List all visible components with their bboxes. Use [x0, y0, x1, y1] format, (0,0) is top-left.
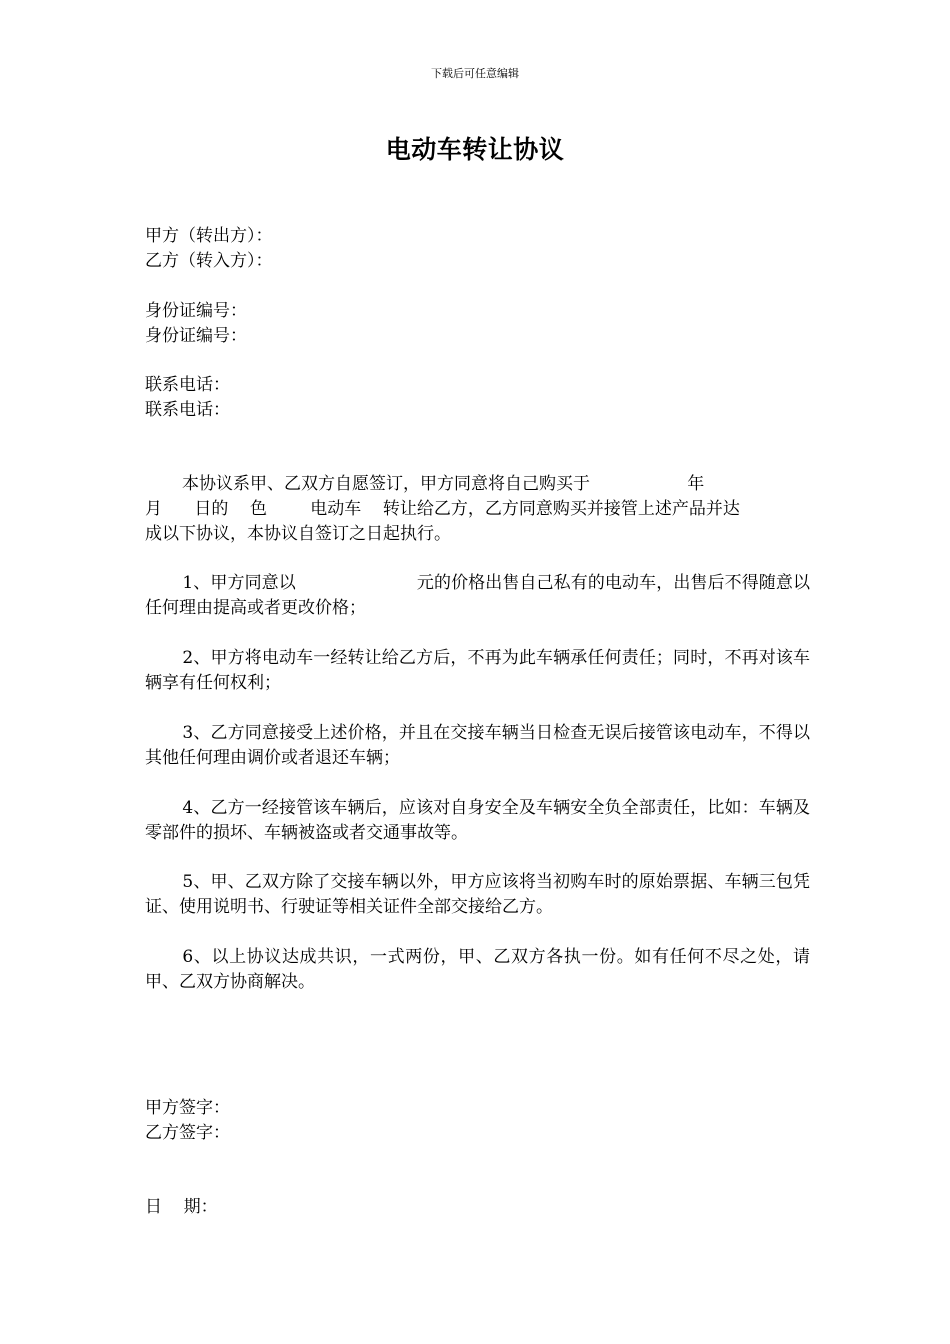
party-b-signature-label: 乙方签字：	[145, 1122, 230, 1143]
preamble-paragraph	[145, 472, 810, 547]
clause-1	[145, 571, 810, 620]
clause-text: 4、乙方一经接管该车辆后，应该对自身安全及车辆安全负全部责任，比如：车辆及零部件的损坏、车辆被盗或者交通事故等。	[145, 798, 810, 843]
party-a-phone-label: 联系电话：	[145, 375, 230, 395]
date-label: 日 期：	[145, 1197, 218, 1217]
party-b-id-label: 身份证编号：	[145, 325, 247, 346]
clause-text: 3、乙方同意接受上述价格，并且在交接车辆当日检查无误后接管该电动车，不得以其他任何理由调价或者退还车辆；	[145, 723, 810, 768]
signature-section	[145, 1096, 810, 1145]
clause-5	[145, 870, 810, 919]
date-section	[145, 1195, 810, 1220]
clause-2	[145, 646, 810, 695]
clause-text: 2、甲方将电动车一经转让给乙方后，不再为此车辆承任何责任；同时，不再对该车辆享有任何权利；	[145, 648, 810, 693]
id-section	[145, 299, 810, 348]
clause-text: 6、以上协议达成共识，一式两份，甲、乙双方各执一份。如有任何不尽之处，请甲、乙双方协商解决。	[145, 947, 810, 992]
clause-text: 1、甲方同意以 元的价格出售自己私有的电动车，出售后不得随意以任何理由提高或者更改价格；	[145, 573, 810, 618]
document-title: 电动车转让协议	[385, 135, 565, 164]
phone-section	[145, 373, 810, 422]
preamble-line-3: 成以下协议，本协议自签订之日起执行。	[145, 524, 451, 544]
header-note: 下载后可任意编辑	[431, 67, 519, 80]
preamble-line-1: 本协议系甲、乙双方自愿签订，甲方同意将自己购买于 年	[182, 474, 705, 494]
party-a-signature-label: 甲方签字：	[145, 1098, 230, 1118]
clause-6	[145, 945, 810, 994]
party-a-id-label: 身份证编号：	[145, 301, 247, 321]
parties-section	[145, 224, 810, 273]
party-b-phone-label: 联系电话：	[145, 399, 230, 420]
clause-text: 5、甲、乙双方除了交接车辆以外，甲方应该将当初购车时的原始票据、车辆三包凭证、使用说明书、行驶证等相关证件全部交接给乙方。	[145, 872, 810, 917]
party-a-label: 甲方（转出方）：	[145, 226, 273, 246]
clause-4	[145, 796, 810, 845]
preamble-line-2: 月 日的 色 电动车 转让给乙方，乙方同意购买并接管上述产品并达	[145, 499, 740, 519]
clause-3	[145, 721, 810, 770]
party-b-label: 乙方（转入方）：	[145, 250, 273, 271]
